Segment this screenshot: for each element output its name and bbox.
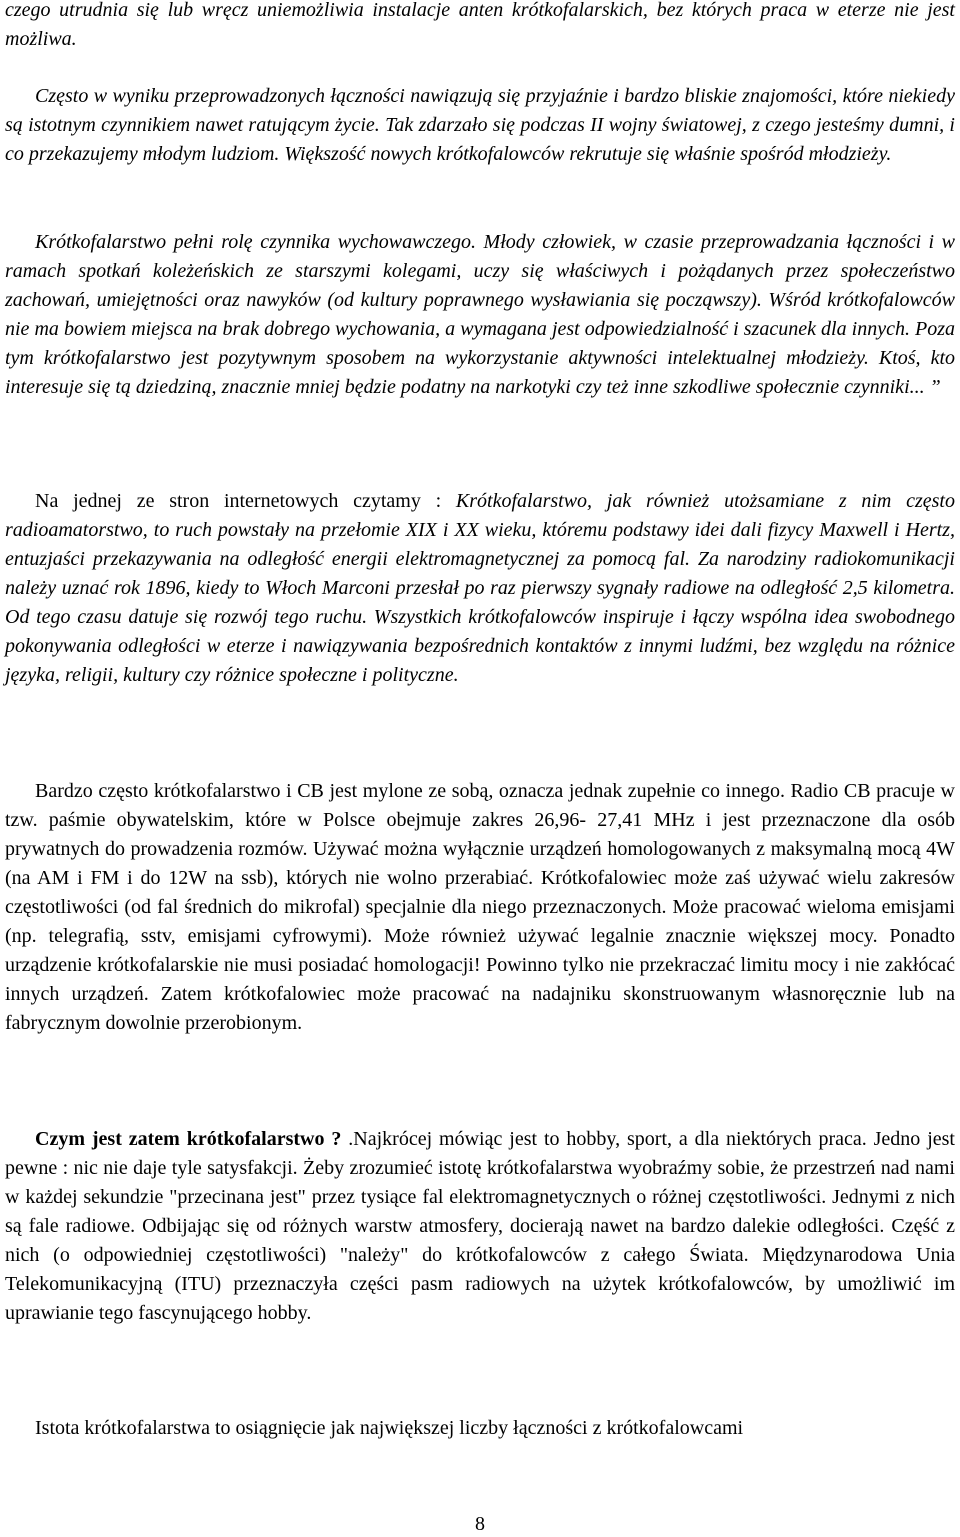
paragraph-2 — [5, 82, 955, 169]
paragraph-7: Istota krótkofalarstwa to osiągnięcie jak największej liczby łączności z krótkofalowcami — [35, 1417, 744, 1439]
paragraph-1: czego utrudnia się lub wręcz uniemożliwia instalacje anten krótkofalarskich, bez których praca w eterze nie jest możliwa. — [5, 0, 955, 50]
paragraph-6-body: .Najkrócej mówiąc jest to hobby, sport, a dla niektórych praca. Jedno jest pewne : nic nie daje tyle satysfakcji. Żeby zrozumieć istotę krótkofalarstwa wyobraźmy sobie, że przestrzeń nad nami w każdej sekundzie "przecinana jest" przez tysiące fal elektromagnetycznych o różnej częstotliwości. Jednymi z nich są fale radiowe. Odbijając się od różnych warstw atmosfery, docierają nawet na bardzo dalekie odległości. Część z nich (o odpowiedniej częstotliwości) "należy" do krótkofalowców z całego Świata. Międzynarodowa Unia Telekomunikacyjną (ITU) przeznaczyła części pasm radiowych na użytek krótkofalowców, by umożliwić im uprawianie tego fascynującego hobby. — [5, 1128, 955, 1324]
paragraph-4-quote: Krótkofalarstwo, jak również utożsamiane z nim często radioamatorstwo, to ruch powstały na przełomie XIX i XX wieku, któremu podstawy idei dali fizycy Maxwell i Hertz, entuzjaści przekazywania na odległość energii elektromagnetycznej za pomocą fal. Za narodziny radiokomunikacji należy uznać rok 1896, kiedy to Włoch Marconi przesłał po raz pierwszy sygnały radiowe na odległość 2,5 kilometra. Od tego czasu datuje się rozwój tego ruchu. Wszystkich krótkofalowców inspiruje i łączy wspólna idea swobodnego pokonywania odległości w eterze i nawiązywania bezpośrednich kontaktów z innymi ludźmi, bez względu na różnice języka, religii, kultury czy różnice społeczne i polityczne. — [5, 490, 955, 686]
paragraph-5: Bardzo często krótkofalarstwo i CB jest mylone ze sobą, oznacza jednak zupełnie co innego. Radio CB pracuje w tzw. paśmie obywatelskim, które w Polsce obejmuje zakres 26,96- 27,41 MHz i jest przeznaczone dla osób prywatnych do prowadzenia rozmów. Używać można wyłącznie urządzeń homologowanych z maksymalną mocą 4W (na AM i FM i do 12W na ssb), których nie wolno przerabiać. Krótkofalowiec może zaś używać wielu zakresów częstotliwości (od fal średnich do mikrofal) specjalnie dla niego przeznaczonych. Może pracować wieloma emisjami (np. telegrafią, sstv, emisjami cyfrowymi). Może również używać legalnie znacznie większej mocy. Ponadto urządzenie krótkofalarskie nie musi posiadać homologacji! Powinno tylko nie przekraczać limitu mocy i nie zakłócać innych urządzeń. Zatem krótkofalowiec może pracować na nadajniku skonstruowanym własnoręcznie lub na fabrycznym dowolnie przerobionym. — [5, 780, 955, 1034]
paragraph-2-part-a: Często w wyniku przeprowadzonych łączności nawiązują się przyjaźnie i bardzo bliskie znajomości, które niekiedy są istotnym czynnikiem nawet ratującym życie. — [5, 85, 955, 136]
paragraph-2-part-b: Tak zdarzało się podczas II wojny światowej, z czego jesteśmy dumni, i co przekazujemy młodym ludziom. Większość nowych krótkofalowców rekrutuje się właśnie spośród młodzieży. — [5, 114, 955, 165]
paragraph-6-heading: Czym jest zatem krótkofalarstwo ? — [35, 1128, 342, 1150]
paragraph-6 — [5, 1125, 955, 1328]
paragraph-4-lead: Na jednej ze stron internetowych czytamy : — [35, 490, 456, 512]
paragraph-3: Krótkofalarstwo pełni rolę czynnika wychowawczego. Młody człowiek, w czasie przeprowadzania łączności i w ramach spotkań koleżeńskich ze starszymi kolegami, uczy się właściwych i pożądanych przez społeczeństwo zachowań, umiejętności oraz nawyków (od kultury poprawnego wysławiania się począwszy). Wśród krótkofalowców nie ma bowiem miejsca na brak dobrego wychowania, a wymagana jest odpowiedzialność i szacunek dla innych. Poza tym krótkofalarstwo jest pozytywnym sposobem na wykorzystanie aktywności intelektualnej młodzieży. Ktoś, kto interesuje się tą dziedziną, znacznie mniej będzie podatny na narkotyki czy też inne szkodliwe społecznie czynniki... ” — [5, 231, 955, 398]
page-number: 8 — [475, 1513, 485, 1535]
paragraph-4 — [5, 487, 955, 690]
